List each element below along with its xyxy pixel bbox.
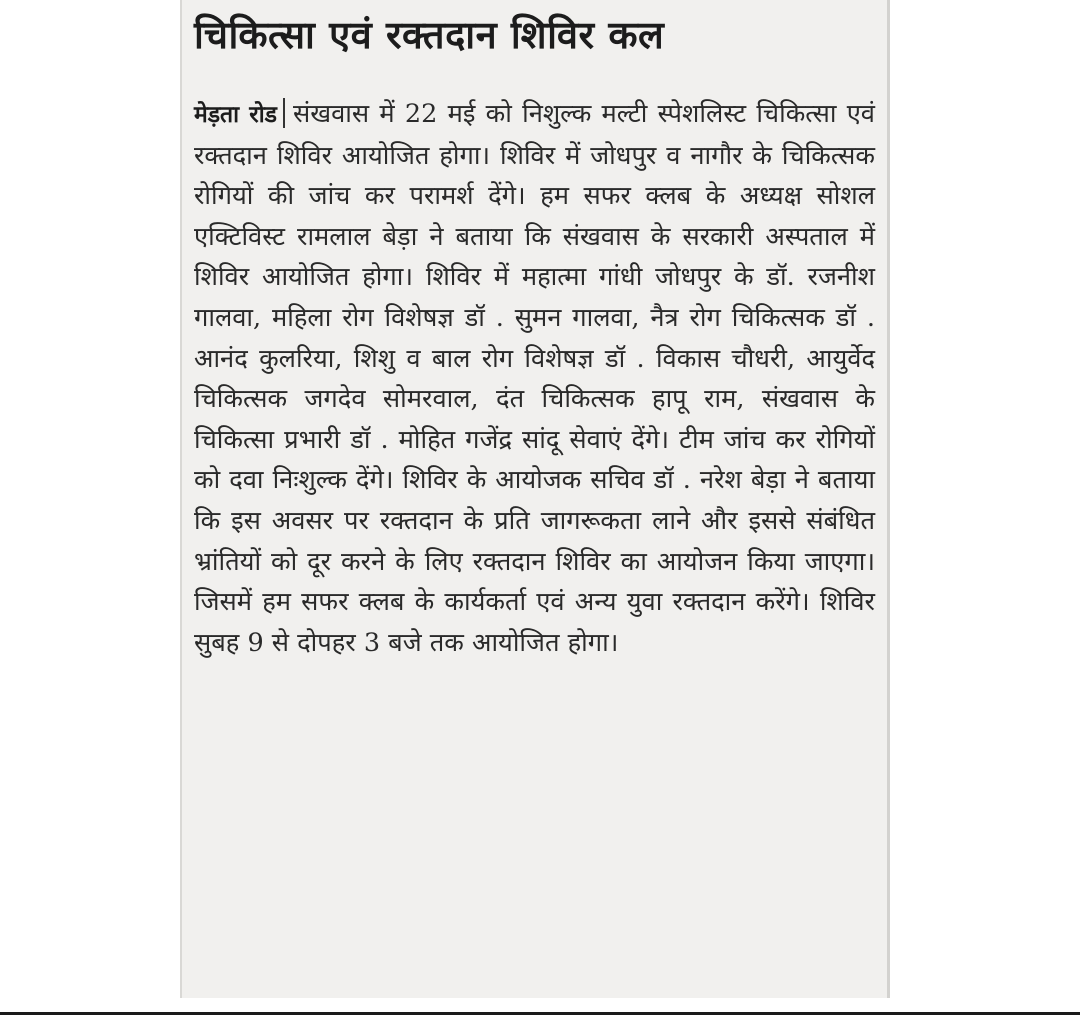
dateline-separator <box>283 98 285 128</box>
article-body <box>194 94 875 663</box>
bottom-divider <box>0 1012 1080 1015</box>
newspaper-clipping <box>180 0 890 998</box>
article-dateline: मेड़ता रोड <box>194 102 277 128</box>
article-headline: चिकित्सा एवं रक्तदान शिविर कल <box>194 13 665 57</box>
article-body-text: संखवास में 22 मई को निशुल्क मल्टी स्पेशलिस्ट चिकित्सा एवं रक्तदान शिविर आयोजित होगा। शिविर में जोधपुर व नागौर के चिकित्सक रोगियों की जांच कर परामर्श देंगे। हम सफर क्लब के अध्यक्ष सोशल एक्टिविस्ट रामलाल बेड़ा ने बताया कि संखवास के सरकारी अस्पताल में शिविर आयोजित होगा। शिविर में महात्मा गांधी जोधपुर के डॉ. रजनीश गालवा, महिला रोग विशेषज्ञ डॉ . सुमन गालवा, नैत्र रोग चिकित्सक डॉ . आनंद कुलरिया, शिशु व बाल रोग विशेषज्ञ डॉ . विकास चौधरी, आयुर्वेद चिकित्सक जगदेव सोमरवाल, दंत चिकित्सक हापू राम, संखवास के चिकित्सा प्रभारी डॉ . मोहित गजेंद्र सांदू सेवाएं देंगे। टीम जांच कर रोगियों को दवा निःशुल्क देंगे। शिविर के आयोजक सचिव डॉ . नरेश बेड़ा ने बताया कि इस अवसर पर रक्तदान के प्रति जागरूकता लाने और इससे संबंधित भ्रांतियों को दूर करने के लिए रक्तदान शिविर का आयोजन किया जाएगा। जिसमें हम सफर क्लब के कार्यकर्ता एवं अन्य युवा रक्तदान करेंगे। शिविर सुबह 9 से दोपहर 3 बजे तक आयोजित होगा। <box>194 99 875 658</box>
